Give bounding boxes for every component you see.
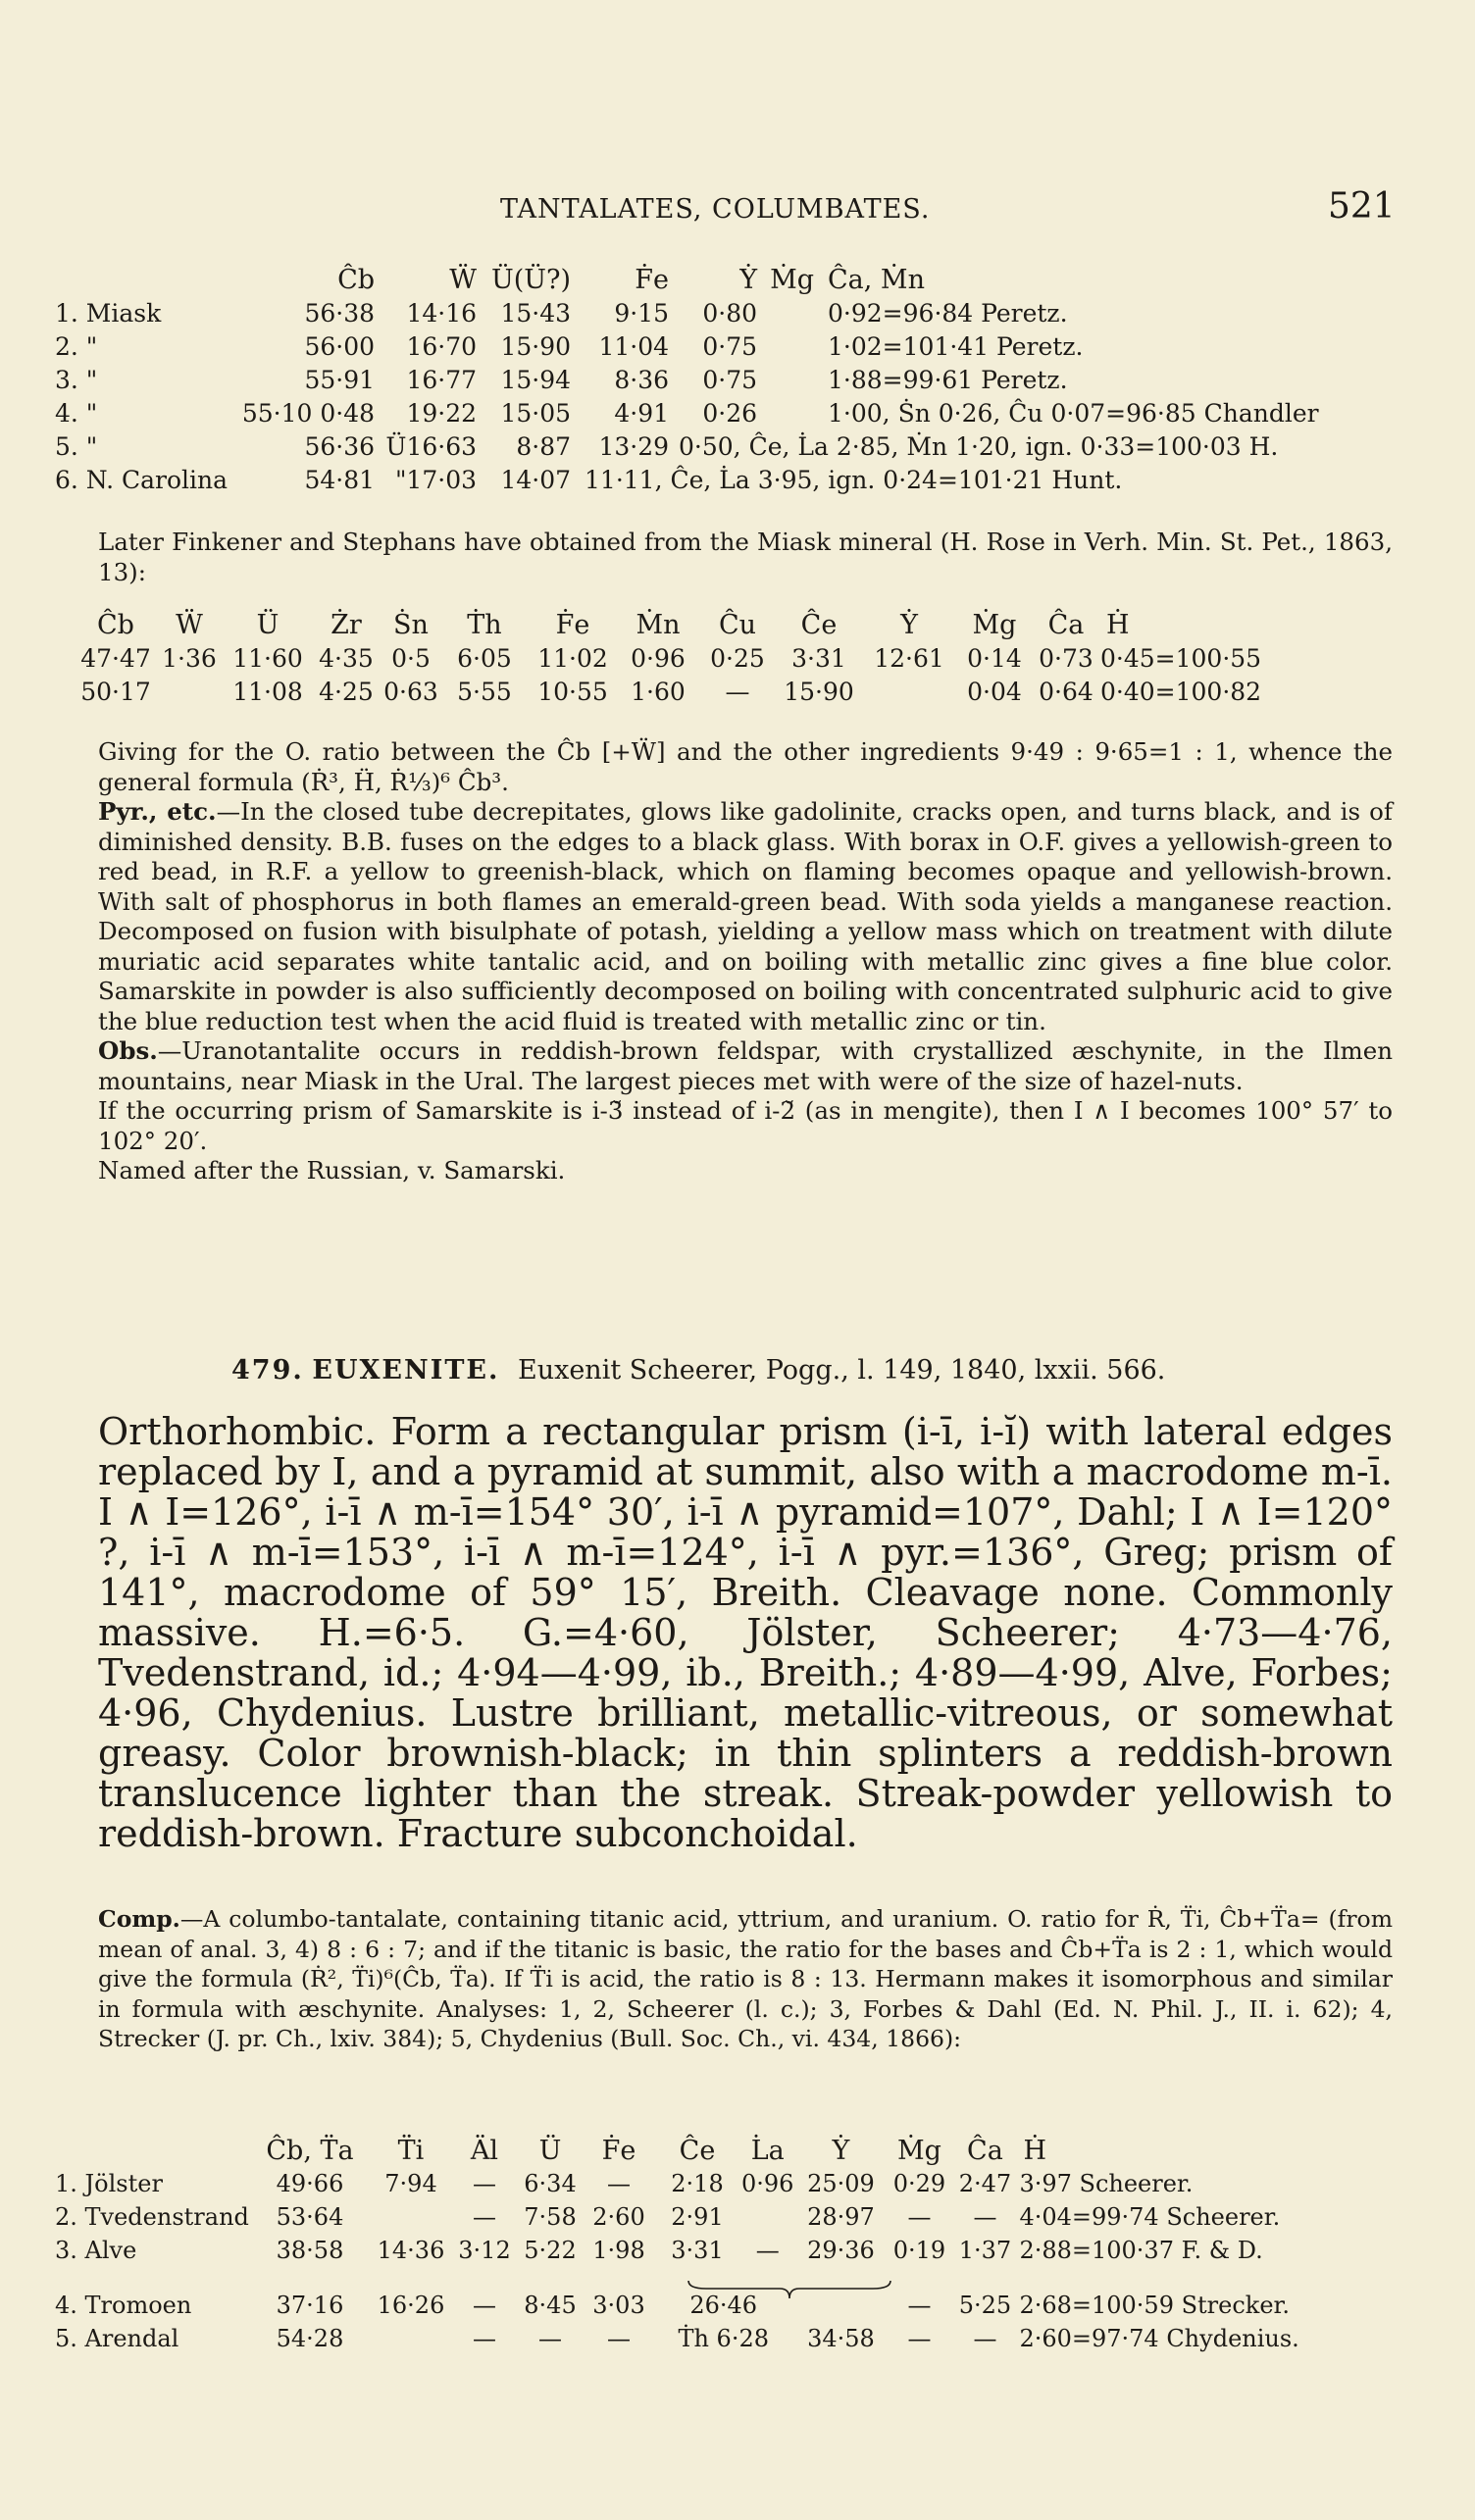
table-cell: 1·37 xyxy=(958,2237,1012,2264)
table-cell: 10·55 xyxy=(537,677,608,706)
table-cell: Ü16·63 xyxy=(385,431,478,461)
header-cell: Ḣ xyxy=(1023,2135,1046,2166)
table-cell: 0·63 xyxy=(383,677,438,706)
description-block xyxy=(98,1412,1393,1854)
header-cell: Ḣ xyxy=(1106,609,1130,640)
table-cell: 8·45 xyxy=(524,2292,577,2319)
table-cell: 2·47 xyxy=(958,2170,1012,2197)
analysis-table-2 xyxy=(76,608,1261,708)
table-row xyxy=(55,429,1442,463)
analysis-table-3 xyxy=(55,2134,1343,2355)
row-label: 3. Alve xyxy=(55,2237,137,2264)
table-cell: 11·04 xyxy=(598,331,670,361)
analysis-table-1 xyxy=(55,263,1442,496)
table-cell: 29·36 xyxy=(807,2237,875,2264)
table-cell: 1·98 xyxy=(592,2237,645,2264)
header-cell: Ḟe xyxy=(555,609,590,640)
brace-path xyxy=(688,2281,890,2298)
pyr-paragraph xyxy=(98,797,1393,1036)
table-cell: 2·68=100·59 Strecker. xyxy=(1019,2292,1291,2319)
table-cell xyxy=(155,675,224,708)
table-cell: — xyxy=(973,2325,997,2352)
header-cell: Ĉe xyxy=(679,2135,716,2166)
comp-text: —A columbo-tantalate, containing titanic acid, yttrium, and uranium. O. ratio for Ṙ, T̈i, Ĉb+T̈a= (from mean of anal. 3, 4) 8 : 6 : 7; and if the titanic is basic, the ratio for the bases and Ĉb+T̈a is 2 : 1, which would give the formula (Ṙ², T̈i)⁶(Ĉb, T̈a). If T̈i is acid, the ratio is 8 : 13. Hermann makes it isomorphous and similar in formula with æschynite. Analyses: 1, 2, Scheerer (l. c.); 3, Forbes & Dahl (Ed. N. Phil. J., II. i. 62); 4, Strecker (J. pr. Ch., lxiv. 384); 5, Chydenius (Bull. Soc. Ch., vi. 434, 1866): xyxy=(98,1905,1393,2052)
table-cell: — xyxy=(907,2292,932,2319)
header-cell: Ĉb xyxy=(337,264,376,295)
row-label: 5. Arendal xyxy=(55,2325,179,2352)
header-cell: Ẅ xyxy=(176,609,203,640)
header-cell: Ṁg xyxy=(770,264,815,295)
table-cell: — xyxy=(473,2203,496,2231)
table-cell: — xyxy=(607,2325,631,2352)
table-cell: 28·97 xyxy=(807,2203,875,2231)
table-cell: 56·38 xyxy=(304,298,376,328)
table-cell: 13·29 xyxy=(598,431,670,461)
table-cell: 6·34 xyxy=(524,2170,577,2197)
table-cell: 1·88=99·61 Peretz. xyxy=(828,365,1068,394)
table-cell: — xyxy=(473,2292,496,2319)
table-row xyxy=(55,2167,1343,2200)
table-cell: 5·22 xyxy=(524,2237,577,2264)
table-cell: 15·05 xyxy=(500,398,572,428)
row-label: 2. " xyxy=(55,331,98,361)
header-cell: Ṫh xyxy=(467,609,502,640)
table-cell: 0·29 xyxy=(892,2170,946,2197)
page-header xyxy=(0,186,1475,235)
header-cell: Ẏ xyxy=(832,2135,850,2166)
header-cell: Ĉa xyxy=(967,2135,1003,2166)
table-cell xyxy=(861,675,957,708)
table-cell: 2·60=97·74 Chydenius. xyxy=(1019,2325,1299,2352)
table-cell: 5·55 xyxy=(457,677,512,706)
header-cell: T̈i xyxy=(397,2135,425,2166)
page-number: 521 xyxy=(1328,186,1396,227)
table-cell: 1·02=101·41 Peretz. xyxy=(828,331,1084,361)
table-cell: 0·25 xyxy=(710,643,765,673)
table-cell: 0·96 xyxy=(741,2170,794,2197)
table-cell: 15·94 xyxy=(500,365,572,394)
table-cell: — xyxy=(907,2325,932,2352)
header-cell: Ĉe xyxy=(800,609,838,640)
table-cell: 0·5 xyxy=(391,643,431,673)
composition-block xyxy=(98,1904,1393,2054)
table-cell: 2·88=100·37 F. & D. xyxy=(1019,2237,1263,2264)
table-row xyxy=(55,329,1442,363)
table-cell: 14·36 xyxy=(377,2237,445,2264)
table-cell: 2·91 xyxy=(671,2203,724,2231)
table-cell: — xyxy=(473,2325,496,2352)
header-cell: Ĉb xyxy=(97,609,134,640)
table-cell: 0·19 xyxy=(892,2237,946,2264)
table-cell: 4·35 xyxy=(319,643,374,673)
pyr-label: Pyr., etc. xyxy=(98,797,217,826)
comp-label: Comp. xyxy=(98,1905,180,1933)
table-row xyxy=(76,641,1261,675)
row-label: 5. " xyxy=(55,431,98,461)
header-cell: Ḟe xyxy=(635,264,670,295)
table-cell: 15·90 xyxy=(500,331,572,361)
table-cell: 2·60 xyxy=(592,2203,645,2231)
table-cell: 4·91 xyxy=(614,398,670,428)
table-cell: 19·22 xyxy=(406,398,478,428)
table-cell: 9·15 xyxy=(614,298,670,328)
species-heading xyxy=(231,1355,1165,1386)
table-cell: 3·97 Scheerer. xyxy=(1019,2170,1194,2197)
table-cell: Ṫh 6·28 xyxy=(678,2325,769,2352)
row-label: 4. Tromoen xyxy=(55,2292,192,2319)
table-cell: 55·10 0·48 xyxy=(241,398,376,428)
table-cell: 11·60 xyxy=(232,643,303,673)
table-cell: 0·14 xyxy=(967,643,1022,673)
table-cell: 3·12 xyxy=(458,2237,511,2264)
table-row xyxy=(55,2234,1343,2267)
pyr-text: —In the closed tube decrepitates, glows like gadolinite, cracks open, and turns black, and is of diminished density. B.B. fuses on the edges to a black glass. With borax in O.F. gives a yellowish-green to red bead, in R.F. a yellow to greenish-black, which on flaming becomes opaque and yellowish-brown. With salt of phosphorus in both flames an emerald-green bead. With soda yields a manganese reaction. Decomposed on fusion with bisulphate of potash, yielding a yellow mass which on treatment with dilute muriatic acid separates white tantalic acid, and on boiling with metallic zinc gives a fine blue color. Samarskite in powder is also sufficiently decomposed on boiling with concentrated sulphuric acid to give the blue reduction test when the acid fluid is treated with metallic zinc or tin. xyxy=(98,797,1393,1035)
row-label: 3. " xyxy=(55,365,98,394)
row-label: 1. Miask xyxy=(55,298,162,328)
header-cell: Ṡn xyxy=(393,609,429,640)
table-cell: 34·58 xyxy=(807,2325,875,2352)
header-cell: Ḟe xyxy=(601,2135,636,2166)
header-cell: Ẏ xyxy=(739,264,758,295)
table-cell: 25·09 xyxy=(807,2170,875,2197)
obs-label: Obs. xyxy=(98,1036,158,1065)
table-cell xyxy=(369,2200,453,2234)
table-cell: 0·40=100·82 xyxy=(1100,677,1262,706)
ratio-paragraph: Giving for the O. ratio between the Ĉb [+Ẅ] and the other ingredients 9·49 : 9·65=1 : 1, whence the general formula (Ṙ³, Ḧ, Ṙ⅓)⁶ Ĉb³. xyxy=(98,737,1393,796)
table-cell: 8·87 xyxy=(516,431,572,461)
table-cell: 7·94 xyxy=(384,2170,437,2197)
table-cell: 53·64 xyxy=(276,2203,344,2231)
intro-paragraph xyxy=(98,528,1393,587)
table-cell: "17·03 xyxy=(394,465,478,494)
table-cell: 11·02 xyxy=(537,643,608,673)
table-cell: 12·61 xyxy=(874,643,944,673)
prism-paragraph: If the occurring prism of Samarskite is i-3̆ instead of i-2̆ (as in mengite), then I ∧ I becomes 100° 57′ to 102° 20′. xyxy=(98,1096,1393,1155)
table-cell: 47·47 xyxy=(80,643,151,673)
table-cell: 3·31 xyxy=(791,643,846,673)
table-cell: 55·91 xyxy=(304,365,376,394)
table-cell: — xyxy=(725,677,750,706)
table-cell: 56·00 xyxy=(304,331,376,361)
table-cell: — xyxy=(755,2237,780,2264)
header-cell: Żr xyxy=(331,609,362,640)
table-cell: 0·26 xyxy=(702,398,758,428)
table-row xyxy=(55,2322,1343,2355)
header-cell: Ĉb, T̈a xyxy=(266,2135,354,2166)
row-label: 1. Jölster xyxy=(55,2170,163,2197)
table-cell: 50·17 xyxy=(80,677,151,706)
row-label: 4. " xyxy=(55,398,98,428)
header-cell: Ĉa xyxy=(1047,609,1085,640)
table-cell: 0·04 xyxy=(967,677,1022,706)
species-number: 479. xyxy=(231,1355,304,1386)
header-cell: Ü(Ü?) xyxy=(490,264,572,295)
table-cell: 3·03 xyxy=(592,2292,645,2319)
table-cell xyxy=(741,2200,793,2234)
table-cell: 37·16 xyxy=(276,2292,344,2319)
table-cell: 1·00, Ṡn 0·26, Ĉu 0·07=96·85 Chandler xyxy=(828,398,1319,428)
header-cell: Ẅ xyxy=(449,264,478,295)
table-cell: 8·36 xyxy=(614,365,670,394)
obs-paragraph xyxy=(98,1036,1393,1096)
table-row xyxy=(55,463,1442,496)
table-cell: 7·58 xyxy=(524,2203,577,2231)
header-cell: Ṁn xyxy=(636,609,681,640)
table-cell: 5·25 xyxy=(958,2292,1012,2319)
table-header-row xyxy=(55,263,1442,296)
table-cell: 16·77 xyxy=(406,365,478,394)
table-cell: 0·96 xyxy=(631,643,686,673)
table-row xyxy=(76,675,1261,708)
obs-text: —Uranotantalite occurs in reddish-brown feldspar, with crystallized æschynite, in the Ilmen mountains, near Miask in the Ural. The largest pieces met with were of the size of hazel-nuts. xyxy=(98,1036,1393,1095)
table-row xyxy=(55,363,1442,396)
row-label: 2. Tvedenstrand xyxy=(55,2203,249,2231)
table-cell xyxy=(369,2322,453,2355)
header-cell: Ĉa, Ṁn xyxy=(828,264,925,295)
table-row xyxy=(55,296,1442,329)
intro-text: Later Finkener and Stephans have obtained from the Miask mineral (H. Rose in Verh. Min. St. Pet., 1863, 13): xyxy=(98,528,1393,586)
header-cell: Äl xyxy=(470,2135,499,2166)
table-cell: 16·70 xyxy=(406,331,478,361)
header-cell: L̇a xyxy=(750,2135,785,2166)
table-cell: 54·81 xyxy=(304,465,376,494)
table-cell: 6·05 xyxy=(457,643,512,673)
table-row xyxy=(55,2200,1343,2234)
table-header-row xyxy=(55,2134,1343,2167)
table-cell: 0·45=100·55 xyxy=(1100,643,1262,673)
table-cell: 1·60 xyxy=(631,677,686,706)
table-cell: 1·36 xyxy=(162,643,217,673)
table-cell: 15·90 xyxy=(784,677,854,706)
table-cell: 3·31 xyxy=(671,2237,724,2264)
table-cell: 0·75 xyxy=(702,365,758,394)
table-cell: 0·73 xyxy=(1039,643,1094,673)
header-cell: Ṁg xyxy=(972,609,1017,640)
table-cell: 2·18 xyxy=(671,2170,724,2197)
header-cell: Ü xyxy=(256,609,280,640)
table-cell: 0·80 xyxy=(702,298,758,328)
table-cell: 4·25 xyxy=(319,677,374,706)
table-header-row xyxy=(76,608,1261,641)
table-cell: 4·04=99·74 Scheerer. xyxy=(1019,2203,1281,2231)
body-paragraphs xyxy=(98,737,1393,1186)
table-cell: 15·43 xyxy=(500,298,572,328)
table-cell: 16·26 xyxy=(377,2292,445,2319)
table-cell: — xyxy=(973,2203,997,2231)
header-cell: Ṁg xyxy=(896,2135,941,2166)
running-title: TANTALATES, COLUMBATES. xyxy=(500,194,931,225)
table-cell: 56·36 xyxy=(304,431,376,461)
table-cell: 11·11, Ĉe, L̇a 3·95, ign. 0·24=101·21 Hunt. xyxy=(585,465,1123,494)
header-cell: Ẏ xyxy=(900,609,918,640)
table-cell: 0·92=96·84 Peretz. xyxy=(828,298,1068,328)
named-paragraph: Named after the Russian, v. Samarski. xyxy=(98,1156,566,1184)
species-reference: Euxenit Scheerer, Pogg., l. 149, 1840, lxxii. 566. xyxy=(518,1355,1166,1386)
species-name: EUXENITE. xyxy=(312,1355,500,1386)
table-cell: — xyxy=(473,2170,496,2197)
table-cell: 14·07 xyxy=(500,465,572,494)
table-row xyxy=(55,396,1442,429)
table-cell: 0·75 xyxy=(702,331,758,361)
table-cell: — xyxy=(607,2170,631,2197)
row-label: 6. N. Carolina xyxy=(55,465,229,494)
table-cell: 49·66 xyxy=(276,2170,344,2197)
table-cell: 0·64 xyxy=(1039,677,1094,706)
header-cell: Ü xyxy=(538,2135,562,2166)
table-cell: 11·08 xyxy=(232,677,303,706)
table-cell: — xyxy=(538,2325,562,2352)
table-cell: 0·50, Ĉe, L̇a 2·85, Ṁn 1·20, ign. 0·33=100·03 H. xyxy=(679,431,1279,461)
table-cell: 14·16 xyxy=(406,298,478,328)
description-text: Orthorhombic. Form a rectangular prism (i-ī, i-ĭ) with lateral edges replaced by I, and a pyramid at summit, also with a macrodome m-ī. I ∧ I=126°, i-ī ∧ m-ī=154° 30′, i-ī ∧ pyramid=107°, Dahl; I ∧ I=120° ?, i-ī ∧ m-ī=153°, i-ī ∧ m-ī=124°, i-ī ∧ pyr.=136°, Greg; prism of 141°, macrodome of 59° 15′, Breith. Cleavage none. Commonly massive. H.=6·5. G.=4·60, Jölster, Scheerer; 4·73—4·76, Tvedenstrand, id.; 4·94—4·99, ib., Breith.; 4·89—4·99, Alve, Forbes; 4·96, Chydenius. Lustre brilliant, metallic-vitreous, or somewhat greasy. Color brownish-black; in thin splinters a reddish-brown translucence lighter than the streak. Streak-powder yellowish to reddish-brown. Fracture subconchoidal. xyxy=(98,1410,1393,1855)
grouping-brace xyxy=(687,2279,892,2300)
table-cell: 54·28 xyxy=(276,2325,344,2352)
table-cell: — xyxy=(907,2203,932,2231)
table-cell: 26·46 xyxy=(689,2292,758,2319)
header-cell: Ĉu xyxy=(718,609,757,640)
table-cell: 38·58 xyxy=(276,2237,344,2264)
